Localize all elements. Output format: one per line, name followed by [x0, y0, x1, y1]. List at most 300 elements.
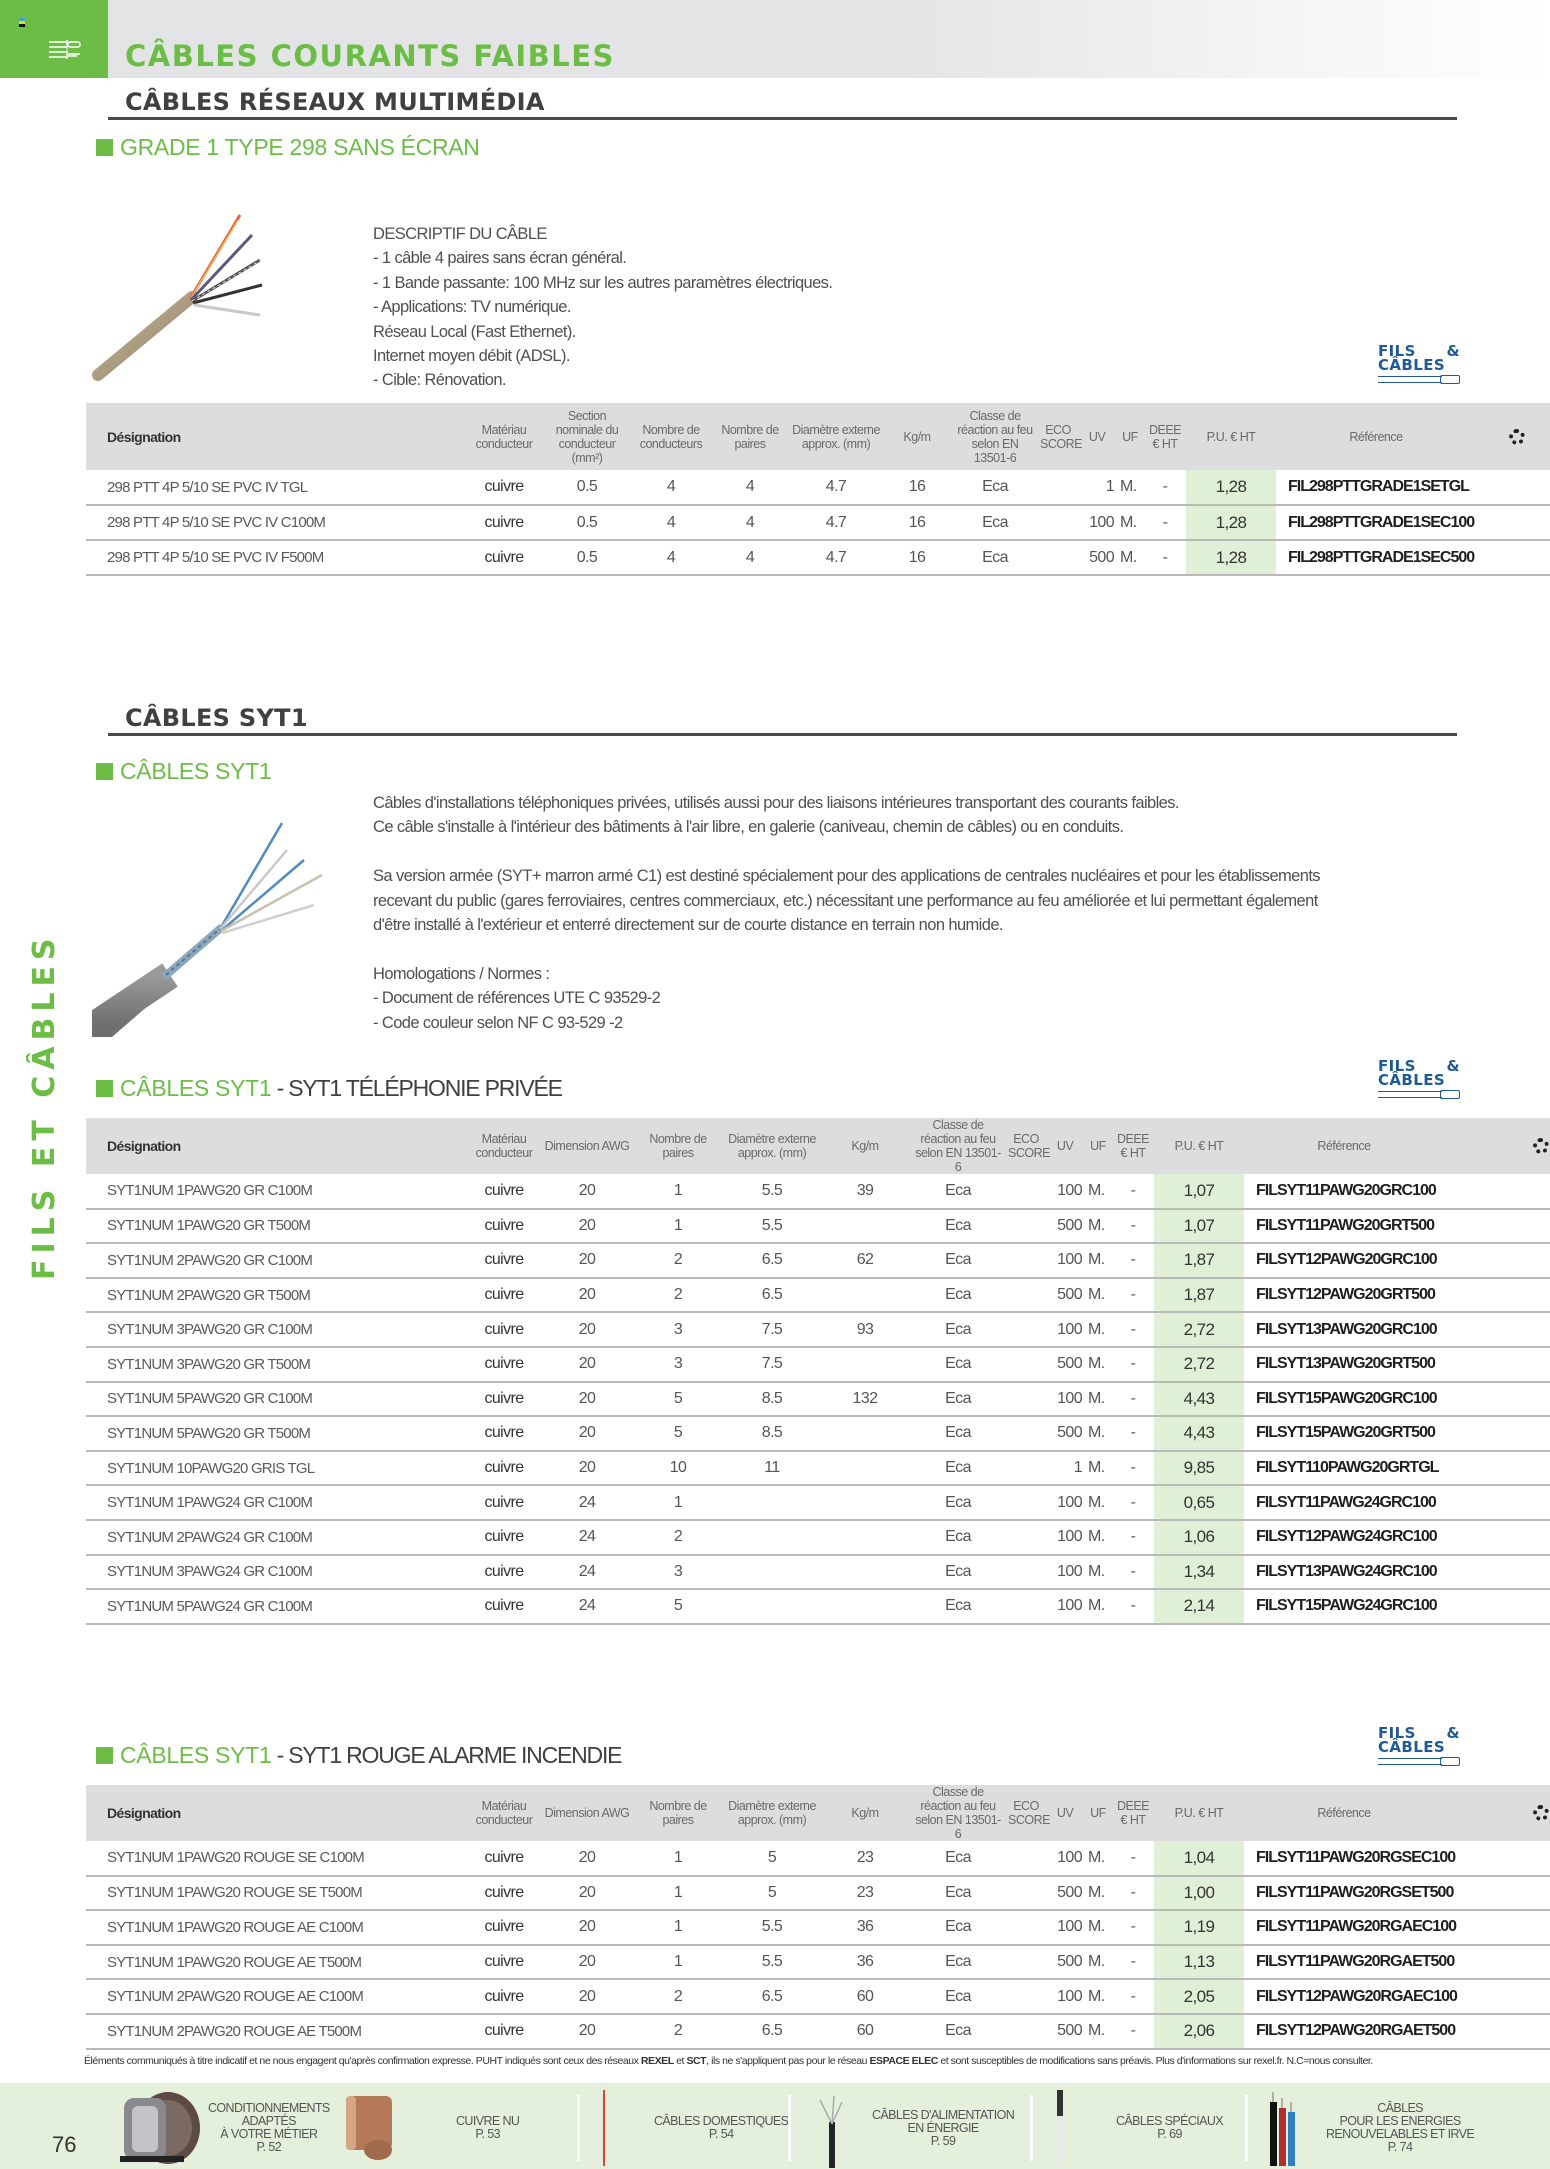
cell-uf: M. [1084, 1945, 1112, 1980]
cell--recycle [1444, 1209, 1550, 1244]
cell-reference: FILSYT11PAWG20GRT500 [1244, 1209, 1444, 1244]
cell-eco [1006, 1841, 1046, 1876]
fils-cables-logo [1378, 1726, 1460, 1774]
col-eco: ECO SCORE [1040, 422, 1082, 451]
cell-nb-paires: 1 [632, 1841, 724, 1876]
cell-deee: - [1112, 1451, 1154, 1486]
cell-diametre: 7.5 [724, 1347, 820, 1382]
col-diametre: Diamètre externe approx. (mm) [728, 1799, 816, 1827]
power-cable-image [812, 2092, 852, 2168]
cell-classe: Eca [910, 1555, 1006, 1590]
cell-diametre: 5 [724, 1876, 820, 1911]
cell-eco [1006, 1589, 1046, 1624]
cell-reference: FILSYT12PAWG24GRC100 [1244, 1520, 1444, 1555]
cell--recycle [1444, 1416, 1550, 1451]
domestic-cable-image [594, 2088, 614, 2168]
col-section: Section nominale du conducteur (mm²) [555, 408, 619, 465]
subheading-text: CÂBLES SYT1 [120, 1075, 272, 1101]
cell-deee: - [1112, 1209, 1154, 1244]
cell-reference: FILSYT12PAWG20RGAET500 [1244, 2014, 1444, 2049]
footer-link-cables-domestiques[interactable] [654, 2090, 788, 2166]
cell-reference: FIL298PTTGRADE1SETGL [1276, 470, 1476, 505]
product-table-grade1 [86, 403, 1550, 576]
cell-materiau: cuivre [466, 1979, 542, 2014]
cell-reference: FIL298PTTGRADE1SEC100 [1276, 505, 1476, 540]
cell--recycle [1444, 1555, 1550, 1590]
cell-awg: 20 [542, 1841, 632, 1876]
note-text: et sont susceptibles de modifications sans préavis. Plus d'informations sur rexel.fr. N.C=nous consulter. [937, 2055, 1373, 2067]
cell-uf: M. [1116, 470, 1144, 505]
col-reference: Référence [1349, 429, 1403, 444]
cell-reference: FIL298PTTGRADE1SEC500 [1276, 540, 1476, 575]
cell-eco [1006, 1209, 1046, 1244]
cell-classe: Eca [910, 1485, 1006, 1520]
cell-classe: Eca [910, 1416, 1006, 1451]
cell-designation: SYT1NUM 2PAWG20 GR C100M [86, 1243, 466, 1278]
cell-reference: FILSYT11PAWG20GRC100 [1244, 1174, 1444, 1209]
cell-nb-paires: 1 [632, 1485, 724, 1520]
cell-uf: M. [1084, 1555, 1112, 1590]
logo-cable-icon [1378, 375, 1460, 383]
product-table-syt1-rouge [86, 1785, 1550, 2050]
cell-materiau: cuivre [466, 1945, 542, 1980]
col-awg: Dimension AWG [544, 1806, 630, 1820]
cell-eco [1006, 1945, 1046, 1980]
cell-nb-conducteurs: 4 [632, 505, 710, 540]
cell-pu: 1,06 [1154, 1520, 1244, 1555]
table-row [86, 540, 1550, 575]
cell-kgm [820, 1589, 910, 1624]
cell-pu: 4,43 [1154, 1382, 1244, 1417]
col-materiau: Matériau conducteur [475, 422, 533, 451]
cell-diametre: 5.5 [724, 1174, 820, 1209]
footer-link-line: P. 52 [256, 2140, 282, 2154]
cell--recycle [1444, 1945, 1550, 1980]
cell-materiau: cuivre [466, 1278, 542, 1313]
cell-diametre: 4.7 [790, 470, 882, 505]
cell-materiau: cuivre [466, 1382, 542, 1417]
cell-nb-paires: 2 [632, 1520, 724, 1555]
cell-awg: 20 [542, 1945, 632, 1980]
section-title-reseaux-multimedia: CÂBLES RÉSEAUX MULTIMÉDIA [125, 88, 545, 116]
table-row [86, 1174, 1550, 1209]
cell-pu: 1,28 [1186, 470, 1276, 505]
cell-materiau: cuivre [466, 1555, 542, 1590]
cell-deee: - [1112, 1278, 1154, 1313]
note-text: , ils ne s'appliquent pas pour le réseau [706, 2055, 870, 2067]
cell-designation: 298 PTT 4P 5/10 SE PVC IV TGL [86, 470, 466, 505]
cell-pu: 2,06 [1154, 2014, 1244, 2049]
bullet-square-icon [96, 139, 113, 156]
footer-link-cables-alimentation[interactable] [872, 2090, 1014, 2166]
logo-text: & [1446, 1057, 1460, 1075]
cell-awg: 20 [542, 1416, 632, 1451]
cell-diametre [724, 1485, 820, 1520]
col-pu: P.U. € HT [1174, 1806, 1224, 1820]
cell-uv: 100 [1046, 1485, 1084, 1520]
cell-nb-paires: 1 [632, 1945, 724, 1980]
cell-uf: M. [1084, 1451, 1112, 1486]
cell-awg: 20 [542, 2014, 632, 2049]
cell-pu: 1,13 [1154, 1945, 1244, 1980]
cell-pu: 9,85 [1154, 1451, 1244, 1486]
cell-eco [1006, 1382, 1046, 1417]
cable-grade1-image [90, 185, 330, 385]
cell-nb-paires: 2 [632, 1979, 724, 2014]
cell-classe: Eca [910, 1979, 1006, 2014]
cell-kgm: 16 [882, 540, 952, 575]
cell-materiau: cuivre [466, 1589, 542, 1624]
cell-uf: M. [1084, 1841, 1112, 1876]
subheading-text: CÂBLES SYT1 [120, 1742, 272, 1768]
cell-classe: Eca [910, 2014, 1006, 2049]
cell-uv: 100 [1046, 1979, 1084, 2014]
cell-deee: - [1112, 1174, 1154, 1209]
description-line: Réseau Local (Fast Ethernet). [373, 322, 576, 341]
cell-eco [1006, 1485, 1046, 1520]
footer-link-line: CONDITIONNEMENTS [208, 2101, 330, 2115]
description-line: - 1 Bande passante: 100 MHz sur les autres paramètres électriques. [373, 273, 833, 292]
subheading-text-dark: SYT1 TÉLÉPHONIE PRIVÉE [288, 1075, 562, 1101]
cell-eco [1038, 540, 1078, 575]
color-marker-icon [19, 18, 25, 28]
logo-text: & [1446, 1724, 1460, 1742]
col-uv: UV [1056, 1806, 1074, 1820]
col-uf: UF [1090, 1139, 1106, 1153]
cell-pu: 1,28 [1186, 505, 1276, 540]
cell-pu: 1,28 [1186, 540, 1276, 575]
cell-kgm [820, 1416, 910, 1451]
cell-awg: 20 [542, 1451, 632, 1486]
cell-pu: 1,07 [1154, 1174, 1244, 1209]
cell-designation: SYT1NUM 2PAWG20 ROUGE AE C100M [86, 1979, 466, 2014]
cell-reference: FILSYT12PAWG20RGAEC100 [1244, 1979, 1444, 2014]
cell--recycle [1444, 1174, 1550, 1209]
cell-nb-paires: 5 [632, 1416, 724, 1451]
cell-kgm: 62 [820, 1243, 910, 1278]
cell-deee: - [1144, 540, 1186, 575]
cell-pu: 1,04 [1154, 1841, 1244, 1876]
col-eco: ECO SCORE [1008, 1799, 1050, 1827]
cell-deee: - [1112, 1416, 1154, 1451]
cell-uf: M. [1084, 1520, 1112, 1555]
cell-awg: 20 [542, 1876, 632, 1911]
description-line: - 1 câble 4 paires sans écran général. [373, 249, 627, 268]
cell-section: 0.5 [542, 540, 632, 575]
cell-designation: SYT1NUM 3PAWG20 GR C100M [86, 1312, 466, 1347]
col-deee: DEEE € HT [1116, 1799, 1150, 1827]
cell-eco [1006, 1451, 1046, 1486]
col-uv: UV [1088, 429, 1106, 444]
cell--recycle [1444, 1876, 1550, 1911]
cell-classe: Eca [910, 1589, 1006, 1624]
table-row [86, 1945, 1550, 1980]
footer-link-line: EN ÉNERGIE [907, 2120, 979, 2135]
cell-reference: FILSYT13PAWG20GRT500 [1244, 1347, 1444, 1382]
footer-link-line: P. 53 [475, 2127, 500, 2141]
cell-deee: - [1112, 1589, 1154, 1624]
cell-designation: 298 PTT 4P 5/10 SE PVC IV F500M [86, 540, 466, 575]
footer-link-conditionnements[interactable] [208, 2090, 330, 2166]
col-kgm: Kg/m [851, 1806, 879, 1820]
cell-eco [1006, 2014, 1046, 2049]
cell-uv: 500 [1046, 1347, 1084, 1382]
cell-deee: - [1112, 1979, 1154, 2014]
description-line: Sa version armée (SYT+ marron armé C1) est destiné spécialement pour des applications de centrales nucléaires et pour les établissements [373, 867, 1320, 886]
col-diametre: Diamètre externe approx. (mm) [728, 1132, 816, 1160]
col-diametre: Diamètre externe approx. (mm) [792, 422, 880, 451]
cell-uf: M. [1084, 1485, 1112, 1520]
cell-deee: - [1112, 1485, 1154, 1520]
cell-classe: Eca [952, 470, 1038, 505]
cell-reference: FILSYT15PAWG20GRT500 [1244, 1416, 1444, 1451]
col-materiau: Matériau conducteur [475, 1132, 533, 1160]
cell-section: 0.5 [542, 505, 632, 540]
table-row [86, 1876, 1550, 1911]
cell-reference: FILSYT11PAWG20RGAEC100 [1244, 1910, 1444, 1945]
col-eco: ECO SCORE [1008, 1132, 1050, 1160]
cell--recycle [1444, 1243, 1550, 1278]
cell-eco [1006, 1278, 1046, 1313]
table-row [86, 505, 1550, 540]
footer-link-line: POUR LES ENERGIES [1339, 2114, 1461, 2128]
cell-classe: Eca [910, 1209, 1006, 1244]
col-recycle [1444, 1118, 1550, 1174]
table-row [86, 1555, 1550, 1590]
footer-link-line: P. 59 [930, 2133, 956, 2148]
recycle-icon [1533, 1805, 1549, 1821]
recycle-icon [1533, 1138, 1549, 1154]
side-category-label: FILS ET CÂBLES [27, 932, 62, 1280]
description-line: Internet moyen débit (ADSL). [373, 347, 570, 366]
cell-uf: M. [1116, 540, 1144, 575]
table-row [86, 1243, 1550, 1278]
cell-awg: 20 [542, 1174, 632, 1209]
cell-pu: 2,05 [1154, 1979, 1244, 2014]
cell-classe: Eca [910, 1876, 1006, 1911]
table-row [86, 1485, 1550, 1520]
table-row [86, 1589, 1550, 1624]
section-divider [108, 117, 1457, 120]
cell-awg: 24 [542, 1555, 632, 1590]
cell-uv: 100 [1046, 1910, 1084, 1945]
footer-link-label [872, 2109, 1014, 2148]
cell-awg: 20 [542, 1347, 632, 1382]
cell-materiau: cuivre [466, 1312, 542, 1347]
cell-uv: 100 [1046, 1589, 1084, 1624]
description-line: - Document de références UTE C 93529-2 [373, 989, 661, 1008]
description-line: - Code couleur selon NF C 93-529 -2 [373, 1013, 623, 1032]
cell-nb-paires: 5 [632, 1589, 724, 1624]
cell-uv: 100 [1046, 1174, 1084, 1209]
footer-link-line: ADAPTÉS [241, 2114, 296, 2128]
cell-nb-paires: 10 [632, 1451, 724, 1486]
col-classe: Classe de réaction au feu selon EN 13501-6 [915, 1118, 1001, 1174]
col-designation: Désignation [107, 1805, 181, 1821]
cell-pu: 1,00 [1154, 1876, 1244, 1911]
col-deee: DEEE € HT [1148, 422, 1182, 451]
cell-diametre [724, 1520, 820, 1555]
cell-designation: SYT1NUM 3PAWG20 GR T500M [86, 1347, 466, 1382]
col-classe: Classe de réaction au feu selon EN 13501-6 [957, 408, 1033, 465]
col-reference: Référence [1317, 1139, 1371, 1153]
cell-awg: 20 [542, 1910, 632, 1945]
cell-awg: 20 [542, 1382, 632, 1417]
cell--recycle [1444, 1979, 1550, 2014]
cell-deee: - [1144, 505, 1186, 540]
note-text: Éléments communiqués à titre indicatif et ne nous engagent qu'après confirmation expresse. PUHT indiqués sont ceux des réseaux [84, 2055, 641, 2067]
table-row [86, 1278, 1550, 1313]
cell-diametre: 4.7 [790, 540, 882, 575]
cell-uf: M. [1084, 1209, 1112, 1244]
category-badge [0, 0, 108, 78]
cell-nb-paires: 1 [632, 1209, 724, 1244]
cell-designation: 298 PTT 4P 5/10 SE PVC IV C100M [86, 505, 466, 540]
cell-materiau: cuivre [466, 1416, 542, 1451]
col-reference: Référence [1317, 1806, 1371, 1820]
cell-kgm [820, 1555, 910, 1590]
logo-cable-icon [1378, 1757, 1460, 1765]
footer-link-line: P. 69 [1157, 2127, 1182, 2141]
cell-materiau: cuivre [466, 1910, 542, 1945]
cell-reference: FILSYT12PAWG20GRT500 [1244, 1278, 1444, 1313]
cell-kgm: 93 [820, 1312, 910, 1347]
cell--recycle [1444, 1910, 1550, 1945]
footer-link-cuivre-nu[interactable] [456, 2090, 519, 2166]
cell--recycle [1444, 1841, 1550, 1876]
cell-uv: 500 [1046, 2014, 1084, 2049]
cell-uv: 100 [1046, 1520, 1084, 1555]
cell-awg: 24 [542, 1520, 632, 1555]
cell-designation: SYT1NUM 1PAWG20 GR T500M [86, 1209, 466, 1244]
cell-materiau: cuivre [466, 2014, 542, 2049]
cell-deee: - [1112, 1347, 1154, 1382]
col-nb-paires: Nombre de paires [721, 422, 779, 451]
col-materiau: Matériau conducteur [475, 1799, 533, 1827]
footer-link-line: CUIVRE NU [456, 2114, 520, 2128]
cell-uf: M. [1084, 1174, 1112, 1209]
footer-link-line: CÂBLES [1377, 2101, 1423, 2115]
cell-nb-paires: 2 [632, 1243, 724, 1278]
cell-nb-paires: 2 [632, 2014, 724, 2049]
cell-kgm [820, 1347, 910, 1382]
cell--recycle [1476, 540, 1550, 575]
table-row [86, 1382, 1550, 1417]
description-spacer [373, 840, 1320, 864]
fils-cables-logo [1378, 1059, 1460, 1107]
cell-section: 0.5 [542, 470, 632, 505]
cell-designation: SYT1NUM 2PAWG20 ROUGE AE T500M [86, 2014, 466, 2049]
cell-uf: M. [1084, 1979, 1112, 2014]
cell-diametre: 6.5 [724, 1278, 820, 1313]
cell-eco [1038, 470, 1078, 505]
cell-designation: SYT1NUM 2PAWG24 GR C100M [86, 1520, 466, 1555]
cell-eco [1006, 1979, 1046, 2014]
cell-diametre: 5 [724, 1841, 820, 1876]
logo-text: FILS [1378, 342, 1416, 360]
cell-diametre: 5.5 [724, 1945, 820, 1980]
cell-reference: FILSYT11PAWG20RGAET500 [1244, 1945, 1444, 1980]
cell-kgm: 23 [820, 1876, 910, 1911]
footer-link-cables-speciaux[interactable] [1116, 2090, 1223, 2166]
cell-classe: Eca [910, 1520, 1006, 1555]
col-nb-paires: Nombre de paires [649, 1132, 707, 1160]
section-divider [108, 733, 1457, 736]
cell-deee: - [1112, 2014, 1154, 2049]
cell-eco [1006, 1347, 1046, 1382]
cell-diametre: 6.5 [724, 1243, 820, 1278]
cell-eco [1006, 1555, 1046, 1590]
subheading-text: GRADE 1 TYPE 298 SANS ÉCRAN [120, 134, 480, 160]
cell-pu: 1,34 [1154, 1555, 1244, 1590]
cell-nb-paires: 2 [632, 1278, 724, 1313]
cable-icon [47, 38, 87, 60]
cell-uf: M. [1084, 1382, 1112, 1417]
logo-cable-icon [1378, 1090, 1460, 1098]
subheading-text: CÂBLES SYT1 [120, 758, 272, 784]
cell--recycle [1444, 1347, 1550, 1382]
cell-kgm: 36 [820, 1945, 910, 1980]
cell-designation: SYT1NUM 10PAWG20 GRIS TGL [86, 1451, 466, 1486]
renewable-cables-image [1264, 2088, 1304, 2168]
cell-reference: FILSYT13PAWG20GRC100 [1244, 1312, 1444, 1347]
cell-deee: - [1144, 470, 1186, 505]
cell-classe: Eca [910, 1243, 1006, 1278]
cell-pu: 1,07 [1154, 1209, 1244, 1244]
disclaimer-note [84, 2055, 1464, 2067]
cell-designation: SYT1NUM 1PAWG20 ROUGE SE C100M [86, 1841, 466, 1876]
table-row [86, 1347, 1550, 1382]
cell-pu: 4,43 [1154, 1416, 1244, 1451]
cell-kgm [820, 1451, 910, 1486]
footer-separator [788, 2095, 791, 2161]
cell--recycle [1444, 1451, 1550, 1486]
cell-designation: SYT1NUM 5PAWG20 GR C100M [86, 1382, 466, 1417]
cell-diametre: 6.5 [724, 1979, 820, 2014]
col-pu: P.U. € HT [1206, 429, 1256, 444]
cell-nb-paires: 3 [632, 1312, 724, 1347]
cell-deee: - [1112, 1910, 1154, 1945]
subheading-syt1-rouge [96, 1741, 621, 1769]
cell-designation: SYT1NUM 1PAWG20 ROUGE AE T500M [86, 1945, 466, 1980]
col-designation: Désignation [107, 428, 181, 445]
cell-diametre: 8.5 [724, 1416, 820, 1451]
cell-uv: 500 [1046, 1876, 1084, 1911]
cell-materiau: cuivre [466, 470, 542, 505]
cell-eco [1006, 1243, 1046, 1278]
cell--recycle [1444, 1520, 1550, 1555]
footer-link-line: RENOUVELABLES ET IRVE [1326, 2127, 1475, 2141]
cell-awg: 24 [542, 1589, 632, 1624]
description-line: DESCRIPTIF DU CÂBLE [373, 225, 547, 243]
cell-materiau: cuivre [466, 540, 542, 575]
cell-reference: FILSYT15PAWG24GRC100 [1244, 1589, 1444, 1624]
cell--recycle [1444, 1312, 1550, 1347]
cell-deee: - [1112, 1243, 1154, 1278]
cell-materiau: cuivre [466, 1841, 542, 1876]
cell-reference: FILSYT15PAWG20GRC100 [1244, 1382, 1444, 1417]
cell-uf: M. [1116, 505, 1144, 540]
cell-uf: M. [1084, 2014, 1112, 2049]
description-line: - Applications: TV numérique. [373, 298, 571, 317]
cell-reference: FILSYT12PAWG20GRC100 [1244, 1243, 1444, 1278]
cell-uv: 500 [1046, 1416, 1084, 1451]
cell-materiau: cuivre [466, 1209, 542, 1244]
footer-link-energies-renouvelables[interactable] [1326, 2090, 1474, 2166]
cell-eco [1006, 1520, 1046, 1555]
footer-link-label [208, 2102, 330, 2154]
footer-separator [1030, 2095, 1033, 2161]
